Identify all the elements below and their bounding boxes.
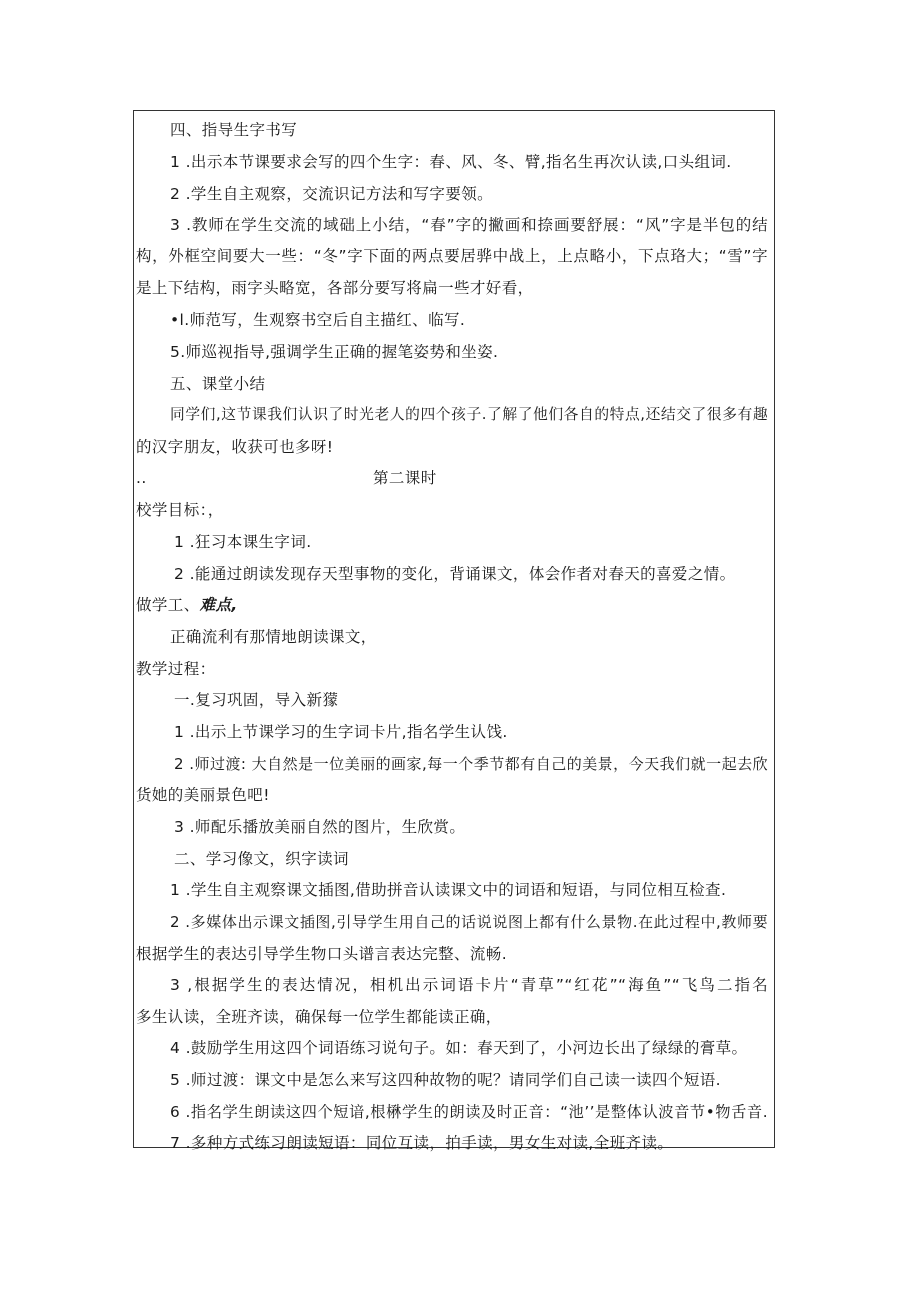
stray-marker: .. xyxy=(136,469,147,487)
part2-item-4: 4 .鼓励学生用这四个词语练习说句子。如：春天到了，小河边长出了绿绿的膏草。 xyxy=(170,1039,748,1057)
section4-item-5: 5.师巡视指导,强调学生正确的握笔姿势和坐姿. xyxy=(170,343,499,361)
key-points-label xyxy=(136,595,238,615)
part2-item-3-line2: 多生认读，全班齐读，确保每一位学生都能读正确， xyxy=(136,1008,502,1026)
section5-summary-line2: 的汉字朋友，收获可也多呀! xyxy=(136,438,334,456)
section4-item-3-line1: 3 .教师在学生交流的域础上小结，“春”字的撇画和捺画要舒展：“风”字是半包的结 xyxy=(170,216,768,234)
section4-item-3-line2: 构，外框空间要大一些：“冬”字下面的两点要居骅中战上，上点略小，下点珞大；“雪”字 xyxy=(136,247,768,265)
part2-item-3-line1: 3 ,根据学生的表达情况，相机出示词语卡片“青草”“红花”“海鱼”“飞鸟二指名 xyxy=(170,976,768,994)
part2-item-6: 6 .指名学生朗读这四个短谙,根楙学生的朗读及时正音：“池’’是整体认波音节•物舌音. xyxy=(170,1103,768,1121)
lesson2-title: 第二课时 xyxy=(373,469,437,487)
section5-heading: 五、课堂小结 xyxy=(170,375,266,393)
part1-item-2-line2: 货她的美丽景色吧! xyxy=(136,786,270,804)
part2-item-7: 7 .多种方式练习朗读短语：同位互读，拍手读，男女生对读,全班齐读。 xyxy=(170,1134,674,1152)
part2-item-2-line2: 根据学生的表达引导学生物口头谱言表达完整、流畅. xyxy=(136,945,508,963)
key-points-content: 正确流利有那情地朗读课文， xyxy=(170,628,377,646)
process-label: 教学过程： xyxy=(136,660,216,678)
part1-item-3: 3 .师配乐播放美丽自然的图片，生欣赏。 xyxy=(174,818,466,836)
part2-item-2-line1: 2 .多媒体出示课文插图,引导学生用自己的话说说图上都有什么景物.在此过程中,教师要 xyxy=(170,913,768,931)
goals-label: 校学目标：， xyxy=(136,501,224,519)
section4-item-2: 2 .学生自主观察，交流识记方法和写字要领。 xyxy=(170,185,494,203)
key-points-label-a: 做学工、 xyxy=(136,596,200,614)
section4-item-1: 1 .出示本节课要求会写的四个生字：春、风、冬、臂,指名生再次认读,口头组词. xyxy=(170,153,732,171)
section5-summary-line1: 同学们,这节课我们认识了时光老人的四个孩子.了解了他们各自的特点,还结交了很多有趣 xyxy=(170,406,768,423)
section4-item-3-line3: 是上下结构，雨字头略宽，各部分要写将扁一些才好看， xyxy=(136,279,534,297)
part1-item-2-line1: 2 .师过渡: 大自然是一位美丽的画家,每一个季节都有自己的美景，今天我们就一起去欣 xyxy=(174,755,768,773)
section4-item-4: •l.师范写，生观察书空后自主描红、临写. xyxy=(170,311,466,329)
part1-item-1: 1 .出示上节课学习的生字词卡片,指名学生认饯. xyxy=(174,723,508,741)
part2-heading: 二、学习像文，织字读词 xyxy=(174,850,349,868)
goal-1: 1 .狂习本课生字词. xyxy=(174,533,312,551)
part2-item-5: 5 .师过渡：课文中是怎么来写这四种故物的呢？请同学们自己读一读四个短语. xyxy=(170,1071,721,1089)
part1-heading: 一.复习巩固，导入新獴 xyxy=(174,691,339,709)
key-points-label-b: 难点, xyxy=(199,596,238,614)
goal-2: 2 .能通过朗读发现存天型事物的变化，背诵课文，体会作者对春天的喜爱之情。 xyxy=(174,565,736,583)
part2-item-1: 1 .学生自主观察课文插图,借助拼音认读课文中的词语和短语，与同位相互检查. xyxy=(170,881,727,899)
section4-heading: 四、指导生字书写 xyxy=(170,121,298,139)
